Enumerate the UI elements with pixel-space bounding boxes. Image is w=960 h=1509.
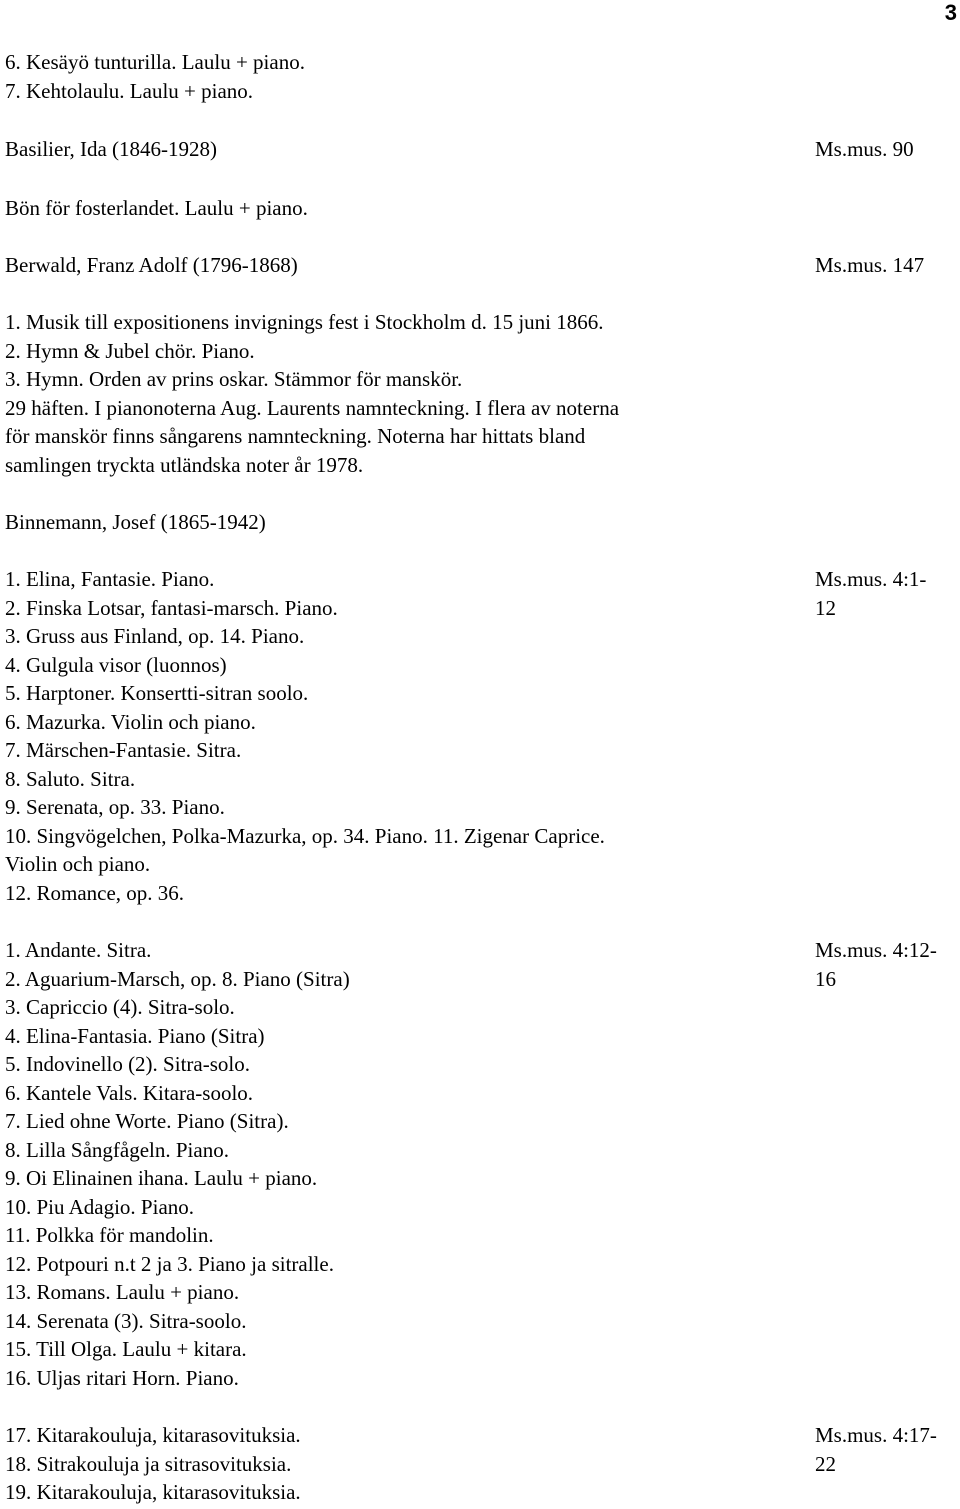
work-line: 17. Kitarakouluja, kitarasovituksia.	[5, 1423, 301, 1447]
shelfmark: Ms.mus. 90	[815, 137, 914, 161]
work-line: 9. Oi Elinainen ihana. Laulu + piano.	[5, 1166, 318, 1190]
work-line: 13. Romans. Laulu + piano.	[5, 1280, 240, 1304]
work-line: 7. Märschen-Fantasie. Sitra.	[5, 738, 242, 762]
work-line: 4. Gulgula visor (luonnos)	[5, 653, 227, 677]
work-line: 16. Uljas ritari Horn. Piano.	[5, 1366, 239, 1390]
shelfmark: Ms.mus. 4:17-	[815, 1423, 937, 1447]
work-line: 6. Mazurka. Violin och piano.	[5, 710, 256, 734]
work-line: 7. Lied ohne Worte. Piano (Sitra).	[5, 1109, 289, 1133]
work-line: 3. Capriccio (4). Sitra-solo.	[5, 995, 235, 1019]
work-line: 9. Serenata, op. 33. Piano.	[5, 795, 225, 819]
work-line: Bön för fosterlandet. Laulu + piano.	[5, 196, 308, 220]
shelfmark-continuation: 16	[815, 967, 836, 991]
work-line: 1. Elina, Fantasie. Piano.	[5, 567, 215, 591]
work-line: 2. Aguarium-Marsch, op. 8. Piano (Sitra)	[5, 967, 350, 991]
work-line: 10. Piu Adagio. Piano.	[5, 1195, 195, 1219]
work-line: 2. Finska Lotsar, fantasi-marsch. Piano.	[5, 596, 338, 620]
shelfmark: Ms.mus. 4:1-	[815, 567, 927, 591]
work-line: Violin och piano.	[5, 852, 151, 876]
work-line: 29 häften. I pianonoterna Aug. Laurents namnteckning. I flera av noterna	[5, 396, 620, 420]
work-line: 14. Serenata (3). Sitra-soolo.	[5, 1309, 247, 1333]
shelfmark-continuation: 22	[815, 1452, 836, 1476]
composer-heading: Basilier, Ida (1846-1928)	[5, 137, 218, 161]
work-line: 11. Polkka för mandolin.	[5, 1223, 214, 1247]
shelfmark: Ms.mus. 4:12-	[815, 938, 937, 962]
work-line: 1. Musik till expositionens invignings fest i Stockholm d. 15 juni 1866.	[5, 310, 604, 334]
work-line: 3. Gruss aus Finland, op. 14. Piano.	[5, 624, 305, 648]
work-line: 5. Indovinello (2). Sitra-solo.	[5, 1052, 250, 1076]
work-line: 12. Potpouri n.t 2 ja 3. Piano ja sitralle.	[5, 1252, 334, 1276]
work-line: 18. Sitrakouluja ja sitrasovituksia.	[5, 1452, 292, 1476]
work-line: 6. Kesäyö tunturilla. Laulu + piano.	[5, 50, 305, 74]
work-line: 8. Lilla Sångfågeln. Piano.	[5, 1138, 229, 1162]
work-line: 19. Kitarakouluja, kitarasovituksia.	[5, 1480, 301, 1504]
page-number: 3	[944, 0, 957, 25]
work-line: samlingen tryckta utländska noter år 1978.	[5, 453, 364, 477]
work-line: 1. Andante. Sitra.	[5, 938, 152, 962]
composer-heading: Berwald, Franz Adolf (1796-1868)	[5, 253, 298, 277]
work-line: 5. Harptoner. Konsertti-sitran soolo.	[5, 681, 309, 705]
work-line: 6. Kantele Vals. Kitara-soolo.	[5, 1081, 254, 1105]
work-line: 3. Hymn. Orden av prins oskar. Stämmor för manskör.	[5, 367, 463, 391]
work-line: 4. Elina-Fantasia. Piano (Sitra)	[5, 1024, 265, 1048]
work-line: 12. Romance, op. 36.	[5, 881, 185, 905]
work-line: 15. Till Olga. Laulu + kitara.	[5, 1337, 247, 1361]
work-line: 7. Kehtolaulu. Laulu + piano.	[5, 79, 254, 103]
shelfmark-continuation: 12	[815, 596, 836, 620]
work-line: för manskör finns sångarens namnteckning. Noterna har hittats bland	[5, 424, 586, 448]
work-line: 10. Singvögelchen, Polka-Mazurka, op. 34. Piano. 11. Zigenar Caprice.	[5, 824, 605, 848]
composer-heading: Binnemann, Josef (1865-1942)	[5, 510, 266, 534]
shelfmark: Ms.mus. 147	[815, 253, 925, 277]
work-line: 2. Hymn & Jubel chör. Piano.	[5, 339, 255, 363]
work-line: 8. Saluto. Sitra.	[5, 767, 136, 791]
